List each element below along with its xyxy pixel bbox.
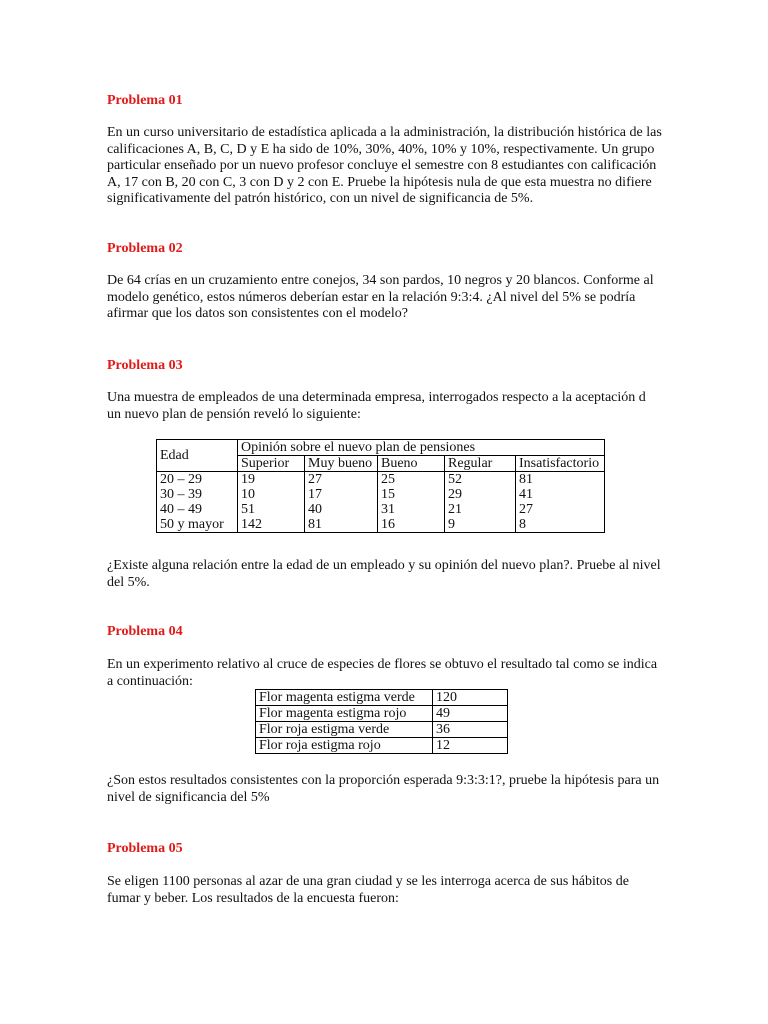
table-row: [256, 738, 508, 754]
flower-count-cell: 36: [433, 722, 508, 738]
opinion-col-header: Regular: [445, 456, 516, 472]
problem-5-title: Problema 05: [107, 841, 183, 856]
opinion-table-header-row: [157, 440, 605, 456]
problem-3-title: Problema 03: [107, 358, 183, 373]
count-cell: 40: [305, 502, 378, 517]
count-cell: 31: [378, 502, 445, 517]
count-cell: 9: [445, 517, 516, 533]
problem-4-title: Problema 04: [107, 624, 183, 639]
flower-type-cell: Flor magenta estigma rojo: [256, 706, 433, 722]
problem-3-question: ¿Existe alguna relación entre la edad de un empleado y su opinión del nuevo plan?. Pruebe al nivel del 5%.: [107, 558, 661, 590]
count-cell: 16: [378, 517, 445, 533]
count-cell: 52: [445, 472, 516, 488]
count-cell: 19: [238, 472, 305, 488]
flower-count-cell: 12: [433, 738, 508, 754]
flower-type-cell: Flor roja estigma rojo: [256, 738, 433, 754]
problem-2-text: De 64 crías en un cruzamiento entre conejos, 34 son pardos, 10 negros y 20 blancos. Conforme al modelo genético, estos números deberían estar en la relación 9:3:4. ¿Al nivel del 5% se podría afirmar que los datos son consistentes con el modelo?: [107, 273, 654, 321]
table-row: [157, 472, 605, 488]
count-cell: 10: [238, 487, 305, 502]
opinion-col-header: Bueno: [378, 456, 445, 472]
flower-type-cell: Flor roja estigma verde: [256, 722, 433, 738]
age-cell: 40 – 49: [157, 502, 238, 517]
age-cell: 50 y mayor: [157, 517, 238, 533]
table-row: [256, 706, 508, 722]
count-cell: 25: [378, 472, 445, 488]
count-cell: 27: [305, 472, 378, 488]
count-cell: 21: [445, 502, 516, 517]
table-row: [157, 487, 605, 502]
opinion-table-age-header: Edad: [157, 440, 238, 472]
age-cell: 30 – 39: [157, 487, 238, 502]
opinion-table: [156, 439, 605, 533]
table-row: [157, 502, 605, 517]
table-row: [256, 722, 508, 738]
flower-type-cell: Flor magenta estigma verde: [256, 690, 433, 706]
count-cell: 51: [238, 502, 305, 517]
problem-4-text: En un experimento relativo al cruce de especies de flores se obtuvo el resultado tal como se indica a continuación:: [107, 657, 658, 689]
problem-2-title: Problema 02: [107, 241, 183, 256]
age-cell: 20 – 29: [157, 472, 238, 488]
flower-table: [255, 689, 508, 754]
table-row: [157, 517, 605, 533]
count-cell: 17: [305, 487, 378, 502]
problem-1-title: Problema 01: [107, 93, 183, 108]
count-cell: 29: [445, 487, 516, 502]
opinion-table-group-header: Opinión sobre el nuevo plan de pensiones: [238, 440, 605, 456]
count-cell: 81: [516, 472, 605, 488]
table-row: [256, 690, 508, 706]
count-cell: 8: [516, 517, 605, 533]
problem-1-text: En un curso universitario de estadística aplicada a la administración, la distribución histórica de las calificaciones A, B, C, D y E ha sido de 10%, 30%, 40%, 10% y 10%, respectivamente. Un grupo particular enseñado por un nuevo profesor concluye el semestre con 8 estudiantes con calificación A, 17 con B, 20 con C, 3 con D y 2 con E. Pruebe la hipótesis nula de que esta muestra no difiere significativamente del patrón histórico, con un nivel de significancia de 5%.: [107, 125, 662, 206]
flower-count-cell: 49: [433, 706, 508, 722]
problem-3-text: Una muestra de empleados de una determinada empresa, interrogados respecto a la aceptación d un nuevo plan de pensión reveló lo siguiente:: [107, 390, 646, 422]
problem-4-question: ¿Son estos resultados consistentes con la proporción esperada 9:3:3:1?, pruebe la hipótesis para un nivel de significancia del 5%: [107, 773, 660, 805]
problem-5-text: Se eligen 1100 personas al azar de una gran ciudad y se les interroga acerca de sus hábitos de fumar y beber. Los resultados de la encuesta fueron:: [107, 874, 629, 906]
count-cell: 142: [238, 517, 305, 533]
count-cell: 15: [378, 487, 445, 502]
opinion-col-header: Muy bueno: [305, 456, 378, 472]
count-cell: 41: [516, 487, 605, 502]
flower-count-cell: 120: [433, 690, 508, 706]
opinion-col-header: Insatisfactorio: [516, 456, 605, 472]
opinion-col-header: Superior: [238, 456, 305, 472]
count-cell: 81: [305, 517, 378, 533]
count-cell: 27: [516, 502, 605, 517]
